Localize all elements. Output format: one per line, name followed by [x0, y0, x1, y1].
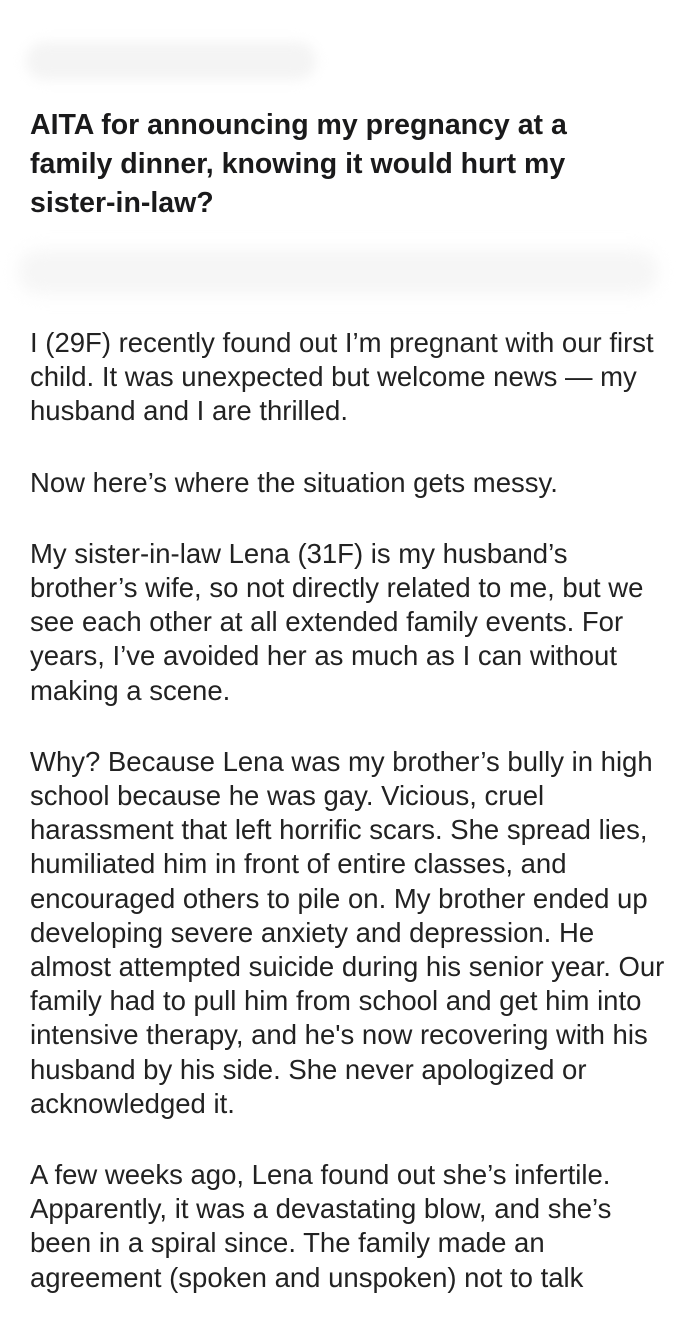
post-paragraph: Why? Because Lena was my brother’s bully in high school because he was gay. Vicious, cruel harassment that left horrific scars. She spread lies, humiliated him in front of entire classes, and encouraged others to pile on. My brother ended up developing severe anxiety and depression. He almost attempted suicide during his senior year. Our family had to pull him from school and get him into intensive therapy, and he's now recovering with his husband by his side. She never apologized or acknowledged it.: [30, 745, 665, 1119]
post-paragraph: Now here’s where the situation gets messy.: [30, 466, 558, 498]
blurred-post-meta: [18, 250, 658, 294]
post-body: [30, 326, 680, 1332]
post-title: AITA for announcing my pregnancy at a family dinner, knowing it would hurt my sister-in-law?: [30, 109, 567, 219]
post-paragraph: I (29F) recently found out I’m pregnant with our first child. It was unexpected but welcome news — my husband and I are thrilled.: [30, 327, 654, 427]
post-paragraph: My sister-in-law Lena (31F) is my husband’s brother’s wife, so not directly related to me, but we see each other at all extended family events. For years, I’ve avoided her as much as I can without making a scene.: [30, 537, 644, 706]
post-paragraph: A few weeks ago, Lena found out she’s infertile. Apparently, it was a devastating blow, and she’s been in a spiral since. The family made an agreement (spoken and unspoken) not to talk: [30, 1159, 612, 1293]
blurred-post-header: [26, 42, 316, 80]
